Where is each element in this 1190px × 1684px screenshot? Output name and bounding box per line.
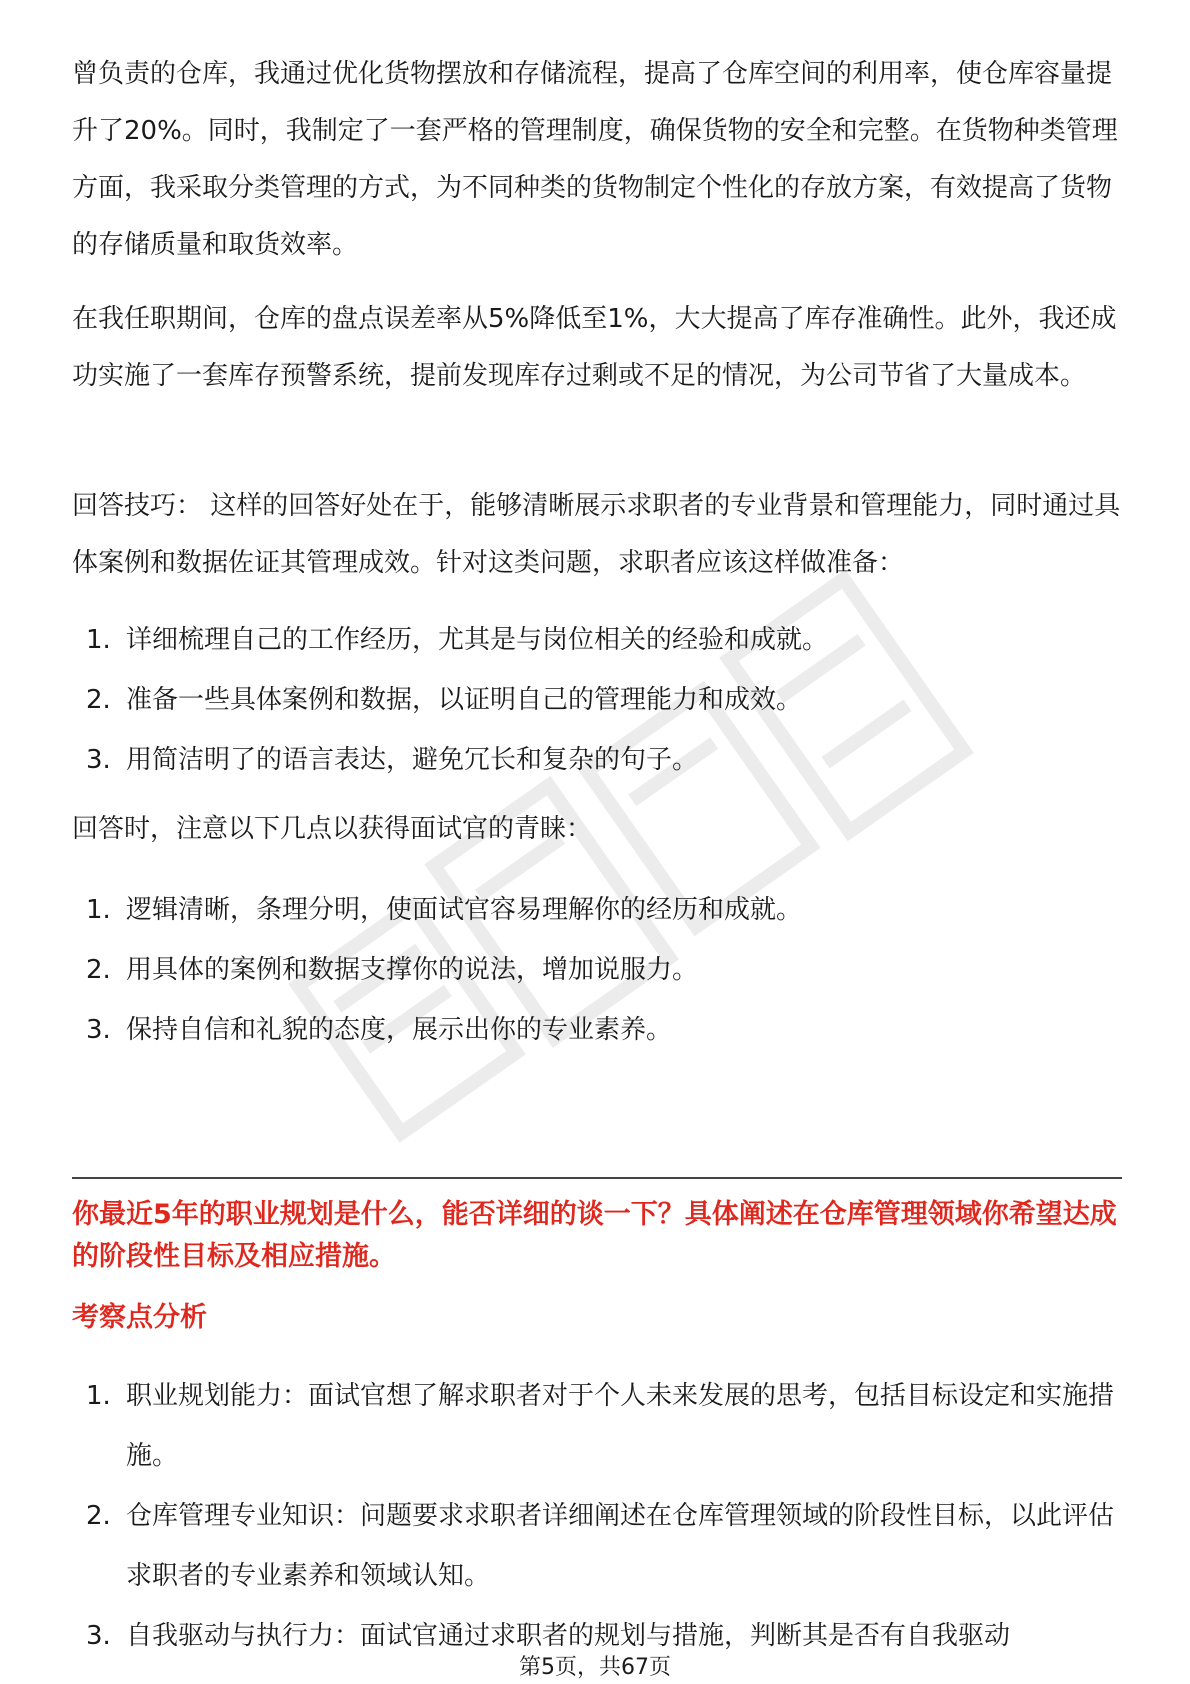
list-item-text: 用简洁明了的语言表达，避免冗长和复杂的句子。 bbox=[126, 745, 699, 775]
list-number: 3. bbox=[86, 745, 111, 775]
page-number-footer: 第5页，共67页 bbox=[519, 1655, 671, 1680]
preparation-list bbox=[72, 610, 1122, 790]
paragraph-answer-tips: 回答技巧： 这样的回答好处在于，能够清晰展示求职者的专业背景和管理能力，同时通过具体案例和数据佐证其管理成效。针对这类问题，求职者应该这样做准备： bbox=[72, 491, 1121, 578]
list-item bbox=[72, 940, 1122, 1000]
list-item bbox=[72, 880, 1122, 940]
list-item-text: 职业规划能力：面试官想了解求职者对于个人未来发展的思考，包括目标设定和实施措施。 bbox=[126, 1381, 1115, 1471]
list-item bbox=[72, 1366, 1122, 1486]
analysis-list bbox=[72, 1366, 1122, 1666]
list-number: 3. bbox=[86, 1621, 111, 1651]
list-item-text: 逻辑清晰，条理分明，使面试官容易理解你的经历和成就。 bbox=[126, 895, 803, 925]
list-item-text: 详细梳理自己的工作经历，尤其是与岗位相关的经验和成就。 bbox=[126, 625, 829, 655]
list-number: 2. bbox=[86, 955, 111, 985]
list-item-text: 自我驱动与执行力：面试官通过求职者的规划与措施，判断其是否有自我驱动 bbox=[126, 1621, 1011, 1651]
list-item-text: 保持自信和礼貌的态度，展示出你的专业素养。 bbox=[126, 1015, 673, 1045]
paragraph-inventory-accuracy: 在我任职期间，仓库的盘点误差率从5%降低至1%，大大提高了库存准确性。此外，我还成功实施了一套库存预警系统，提前发现库存过剩或不足的情况，为公司节省了大量成本。 bbox=[72, 304, 1117, 391]
analysis-heading: 考察点分析 bbox=[72, 1302, 207, 1333]
list-number: 1. bbox=[86, 625, 111, 655]
list-item bbox=[72, 670, 1122, 730]
section-divider bbox=[72, 1177, 1122, 1179]
list-item-text: 准备一些具体案例和数据，以证明自己的管理能力和成效。 bbox=[126, 685, 803, 715]
list-number: 2. bbox=[86, 1501, 111, 1531]
list-number: 3. bbox=[86, 1015, 111, 1045]
list-item bbox=[72, 1000, 1122, 1060]
attention-list bbox=[72, 880, 1122, 1060]
list-number: 2. bbox=[86, 685, 111, 715]
list-item bbox=[72, 1486, 1122, 1606]
list-item bbox=[72, 610, 1122, 670]
list-item-text: 仓库管理专业知识：问题要求求职者详细阐述在仓库管理领域的阶段性目标，以此评估求职者的专业素养和领域认知。 bbox=[126, 1501, 1115, 1591]
paragraph-warehouse-optimization: 曾负责的仓库，我通过优化货物摆放和存储流程，提高了仓库空间的利用率，使仓库容量提升了20%。同时，我制定了一套严格的管理制度，确保货物的安全和完整。在货物种类管理方面，我采取分类管理的方式，为不同种类的货物制定个性化的存放方案，有效提高了货物的存储质量和取货效率。 bbox=[72, 59, 1118, 260]
list-number: 1. bbox=[86, 1381, 111, 1411]
list-item-text: 用具体的案例和数据支撑你的说法，增加说服力。 bbox=[126, 955, 699, 985]
list-item bbox=[72, 730, 1122, 790]
paragraph-answer-notes: 回答时，注意以下几点以获得面试官的青睐： bbox=[72, 814, 593, 844]
list-number: 1. bbox=[86, 895, 111, 925]
question-heading: 你最近5年的职业规划是什么，能否详细的谈一下？具体阐述在仓库管理领域你希望达成的阶段性目标及相应措施。 bbox=[72, 1199, 1117, 1272]
